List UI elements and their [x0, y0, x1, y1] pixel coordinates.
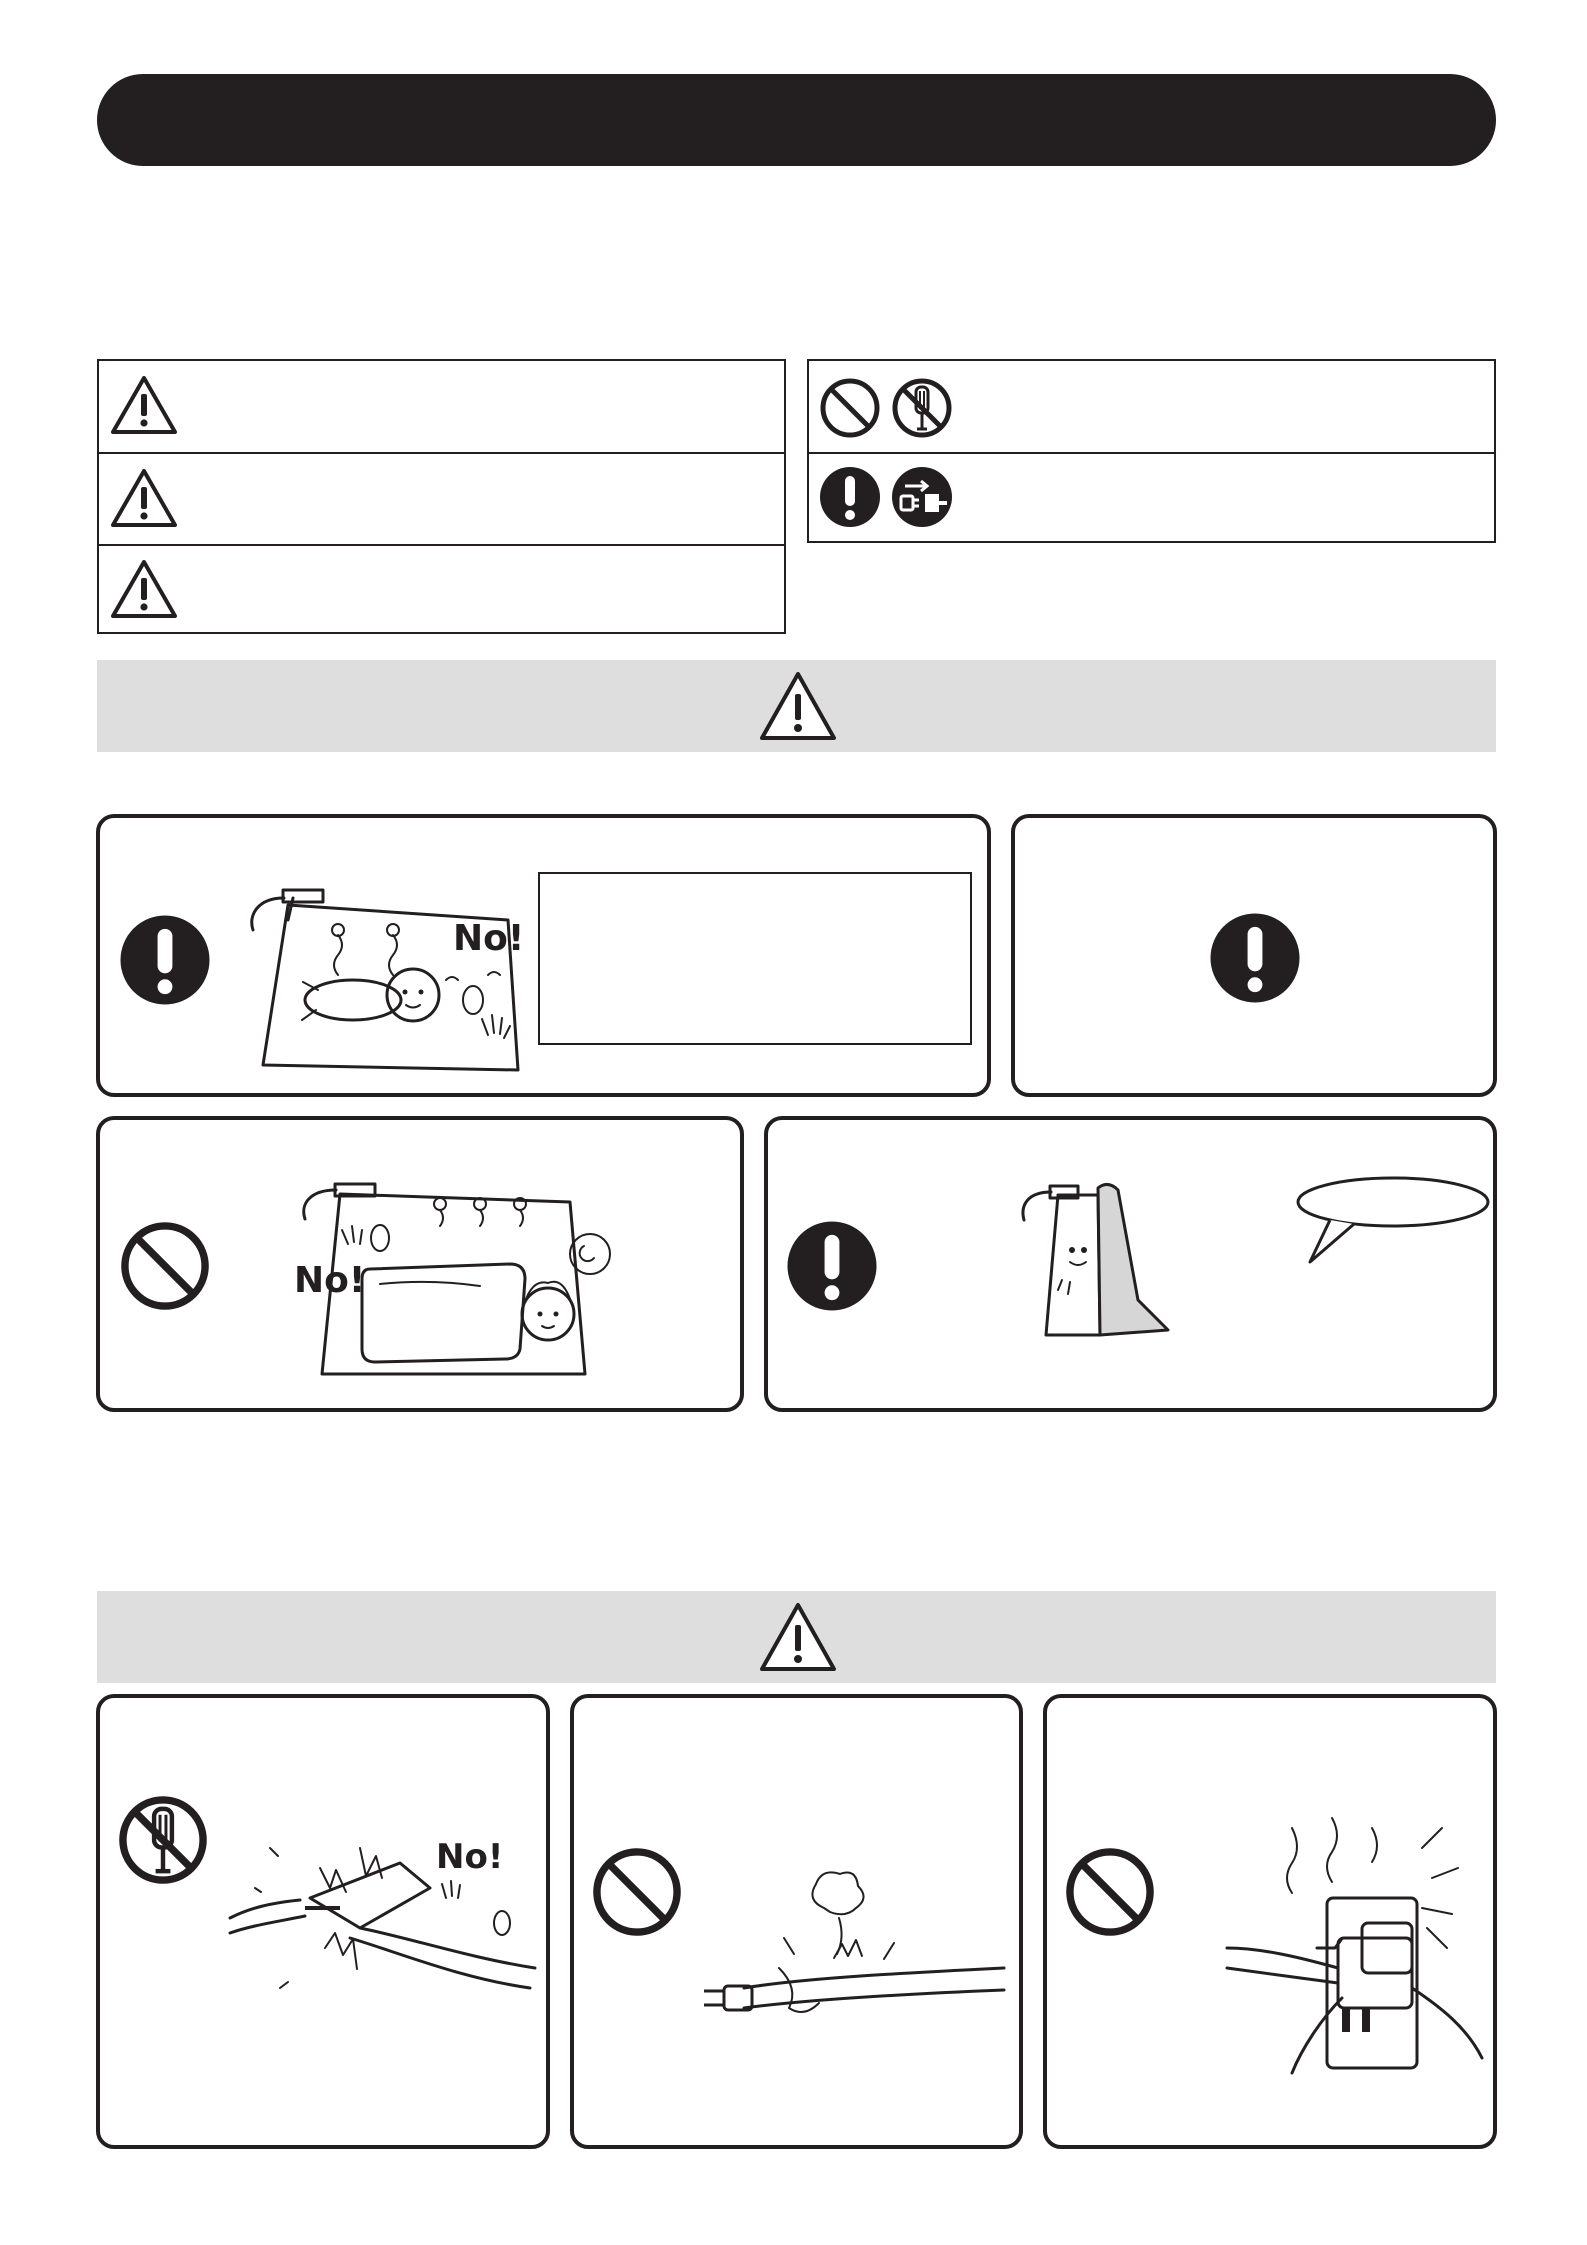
no-disassembly-icon: [891, 377, 953, 439]
card-no-disassembly: [96, 1694, 550, 2149]
no-exclaim-label: No!: [436, 1837, 504, 1877]
warning-triangle-icon: [109, 558, 179, 620]
card-no-sleeping: [96, 1116, 744, 1412]
no-exclaim-label: No!: [294, 1260, 366, 1301]
legend-row-danger: [99, 361, 784, 452]
title-bar: [97, 74, 1496, 166]
legend-row-prohibited: [809, 361, 1494, 452]
legend-row-caution: [99, 544, 784, 632]
section-band-warning: [97, 660, 1496, 752]
legend-symbols: [807, 359, 1496, 543]
warning-triangle-icon: [758, 1601, 838, 1673]
prohibition-icon: [819, 377, 881, 439]
no-exclaim-label: No!: [453, 918, 525, 959]
prohibition-icon: [1064, 1846, 1156, 1938]
section-band-caution: [97, 1591, 1496, 1683]
overloaded-outlet-illustration: [1222, 1818, 1487, 2078]
disassembly-illustration: [210, 1808, 540, 2008]
unplug-icon: [891, 466, 953, 528]
mandatory-exclamation-icon: [819, 466, 881, 528]
prohibition-icon: [119, 1220, 211, 1312]
notice-frame: [538, 872, 972, 1045]
warning-triangle-icon: [109, 467, 179, 529]
card-mandatory-notice: [1011, 814, 1497, 1097]
mat-with-sheet-illustration: [1018, 1170, 1478, 1340]
card-sheet-placement: [764, 1116, 1497, 1412]
warning-triangle-icon: [109, 374, 179, 436]
legend-signal-words: [97, 359, 786, 634]
legend-row-mandatory: [809, 452, 1494, 541]
mandatory-exclamation-icon: [119, 914, 211, 1006]
warning-triangle-icon: [758, 670, 838, 742]
damaged-cord-illustration: [684, 1848, 1014, 2048]
card-overloaded-outlet: [1043, 1694, 1497, 2149]
legend-row-warning: [99, 452, 784, 544]
no-disassembly-icon: [117, 1794, 209, 1886]
card-infant-use: [96, 814, 991, 1097]
prohibition-icon: [591, 1846, 683, 1938]
mandatory-exclamation-icon: [786, 1220, 878, 1312]
card-damaged-cord: [570, 1694, 1023, 2149]
sleeping-on-mat-illustration: [280, 1174, 720, 1394]
mandatory-exclamation-icon: [1209, 912, 1301, 1004]
